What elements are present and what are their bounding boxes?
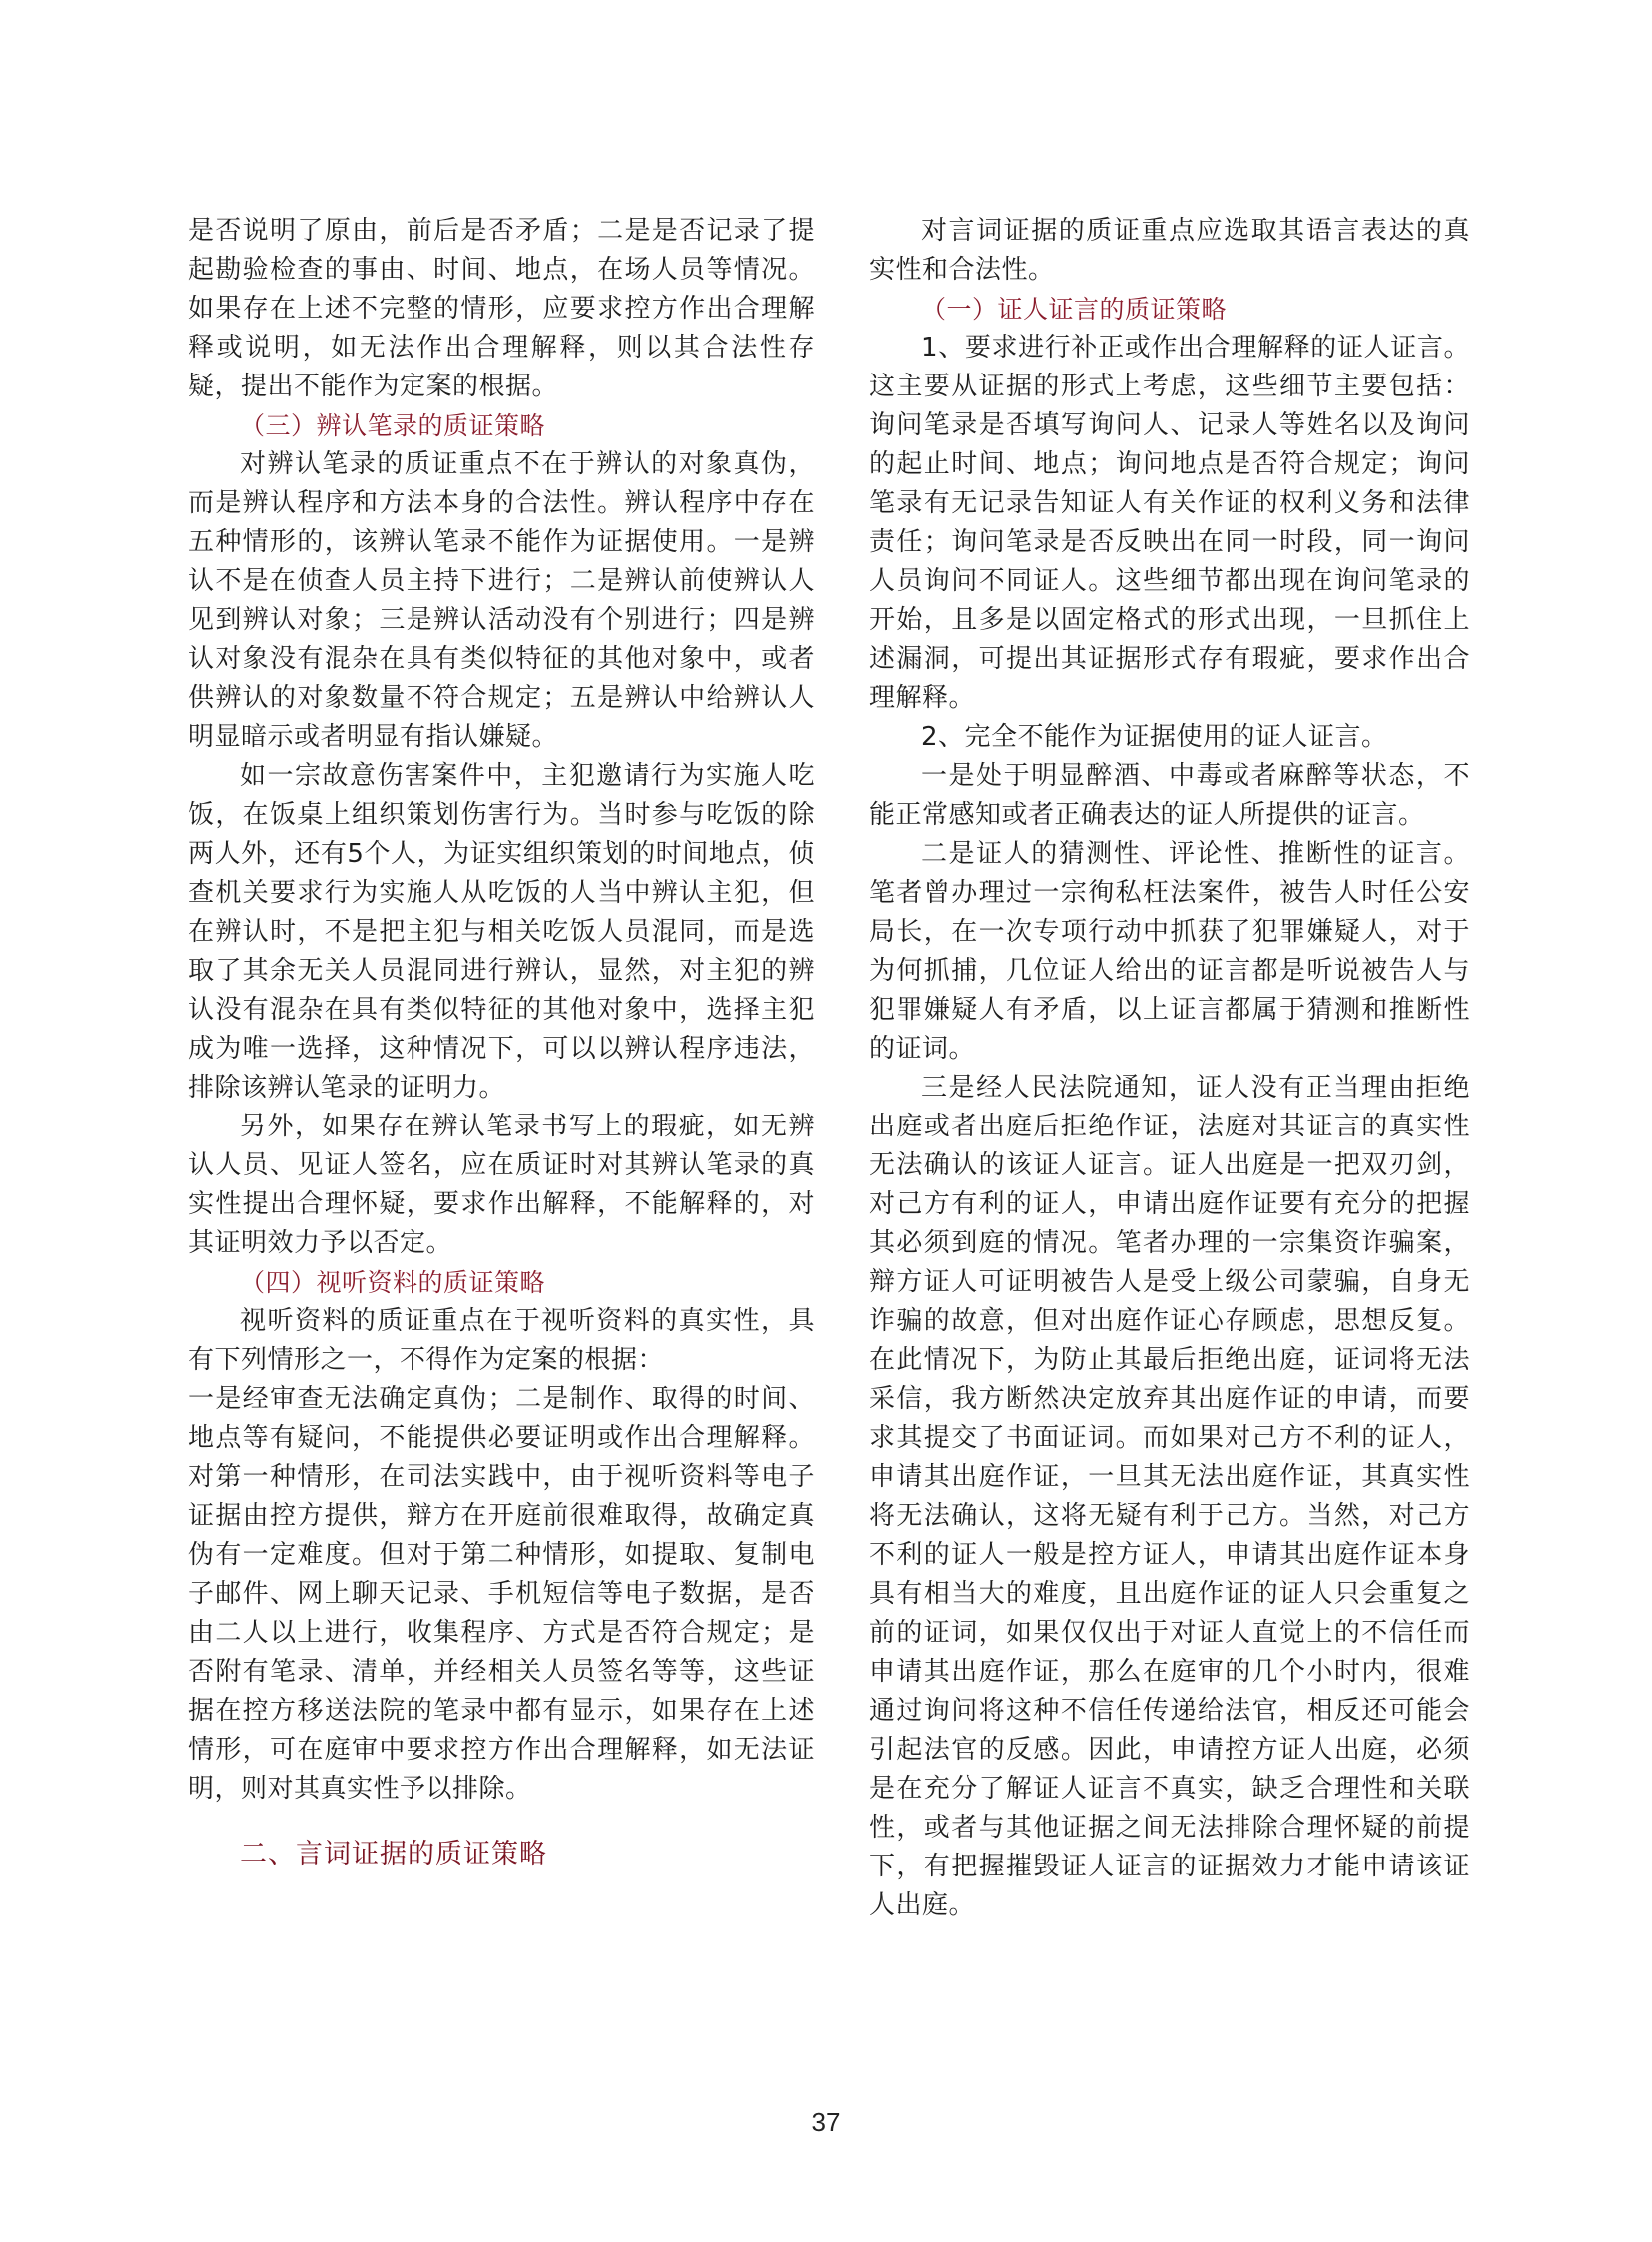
paragraph: 另外，如果存在辨认笔录书写上的瑕疵，如无辨认人员、见证人签名，应在质证时对其辨认笔录的真实性提出合理怀疑，要求作出解释，不能解释的，对其证明效力予以否定。 xyxy=(188,1112,815,1258)
section-heading-witness-testimony: （一）证人证言的质证策略 xyxy=(921,295,1228,324)
section-heading-testimony: 二、言词证据的质证策略 xyxy=(240,1839,547,1869)
paragraph: 如一宗故意伤害案件中，主犯邀请行为实施人吃饭，在饭桌上组织策划伤害行为。当时参与吃饭的除两人外，还有5个人，为证实组织策划的时间地点，侦查机关要求行为实施人从吃饭的人当中辨认主犯，但在辨认时，不是把主犯与相关吃饭人员混同，而是选取了其余无关人员混同进行辨认，显然，对主犯的辨认没有混杂在具有类似特征的其他对象中，选择主犯成为唯一选择，这种情况下，可以以辨认程序违法，排除该辨认笔录的证明力。 xyxy=(188,761,815,1103)
section-heading-identification-record: （三）辨认笔录的质证策略 xyxy=(240,411,546,440)
paragraph: 三是经人民法院通知，证人没有正当理由拒绝出庭或者出庭后拒绝作证，法庭对其证言的真实性无法确认的该证人证言。证人出庭是一把双刃剑，对己方有利的证人，申请出庭作证要有充分的把握其必须到庭的情况。笔者办理的一宗集资诈骗案，辩方证人可证明被告人是受上级公司蒙骗，自身无诈骗的故意，但对出庭作证心存顾虑，思想反复。在此情况下，为防止其最后拒绝出庭，证词将无法采信，我方断然决定放弃其出庭作证的申请，而要求其提交了书面证词。而如果对己方不利的证人，申请其出庭作证，一旦其无法出庭作证，其真实性将无法确认，这将无疑有利于己方。当然，对己方不利的证人一般是控方证人，申请其出庭作证本身具有相当大的难度，且出庭作证的证人只会重复之前的证词，如果仅仅出于对证人直觉上的不信任而申请其出庭作证，那么在庭审的几个小时内，很难通过询问将这种不信任传递给法官，相反还可能会引起法官的反感。因此，申请控方证人出庭，必须是在充分了解证人证言不真实，缺乏合理性和关联性，或者与其他证据之间无法排除合理怀疑的前提下，有把握摧毁证人证言的证据效力才能申请该证人出庭。 xyxy=(869,1073,1470,1920)
paragraph: 2、完全不能作为证据使用的证人证言。 xyxy=(921,722,1388,752)
paragraph: 是否说明了原由，前后是否矛盾；二是是否记录了提起勘验检查的事由、时间、地点，在场人员等情况。如果存在上述不完整的情形，应要求控方作出合理解释或说明，如无法作出合理解释，则以其合法性存疑，提出不能作为定案的根据。 xyxy=(188,216,815,401)
right-column xyxy=(869,212,1470,1925)
page-number: 37 xyxy=(811,2107,841,2137)
paragraph: 1、要求进行补正或作出合理解释的证人证言。这主要从证据的形式上考虑，这些细节主要包括：询问笔录是否填写询问人、记录人等姓名以及询问的起止时间、地点；询问地点是否符合规定；询问笔录有无记录告知证人有关作证的权利义务和法律责任；询问笔录是否反映出在同一时段，同一询问人员询问不同证人。这些细节都出现在询问笔录的开始，且多是以固定格式的形式出现，一旦抓住上述漏洞，可提出其证据形式存有瑕疵，要求作出合理解释。 xyxy=(869,333,1470,713)
paragraph: 对言词证据的质证重点应选取其语言表达的真实性和合法性。 xyxy=(869,216,1470,285)
left-column xyxy=(188,212,815,1873)
paragraph: 二是证人的猜测性、评论性、推断性的证言。笔者曾办理过一宗徇私枉法案件，被告人时任公安局长，在一次专项行动中抓获了犯罪嫌疑人，对于为何抓捕，几位证人给出的证言都是听说被告人与犯罪嫌疑人有矛盾，以上证言都属于猜测和推断性的证词。 xyxy=(869,839,1470,1064)
paragraph: 视听资料的质证重点在于视听资料的真实性，具有下列情形之一，不得作为定案的根据： xyxy=(188,1306,815,1375)
paragraph: 一是经审查无法确定真伪；二是制作、取得的时间、地点等有疑问，不能提供必要证明或作出合理解释。对第一种情形，在司法实践中，由于视听资料等电子证据由控方提供，辩方在开庭前很难取得，故确定真伪有一定难度。但对于第二种情形，如提取、复制电子邮件、网上聊天记录、手机短信等电子数据，是否由二人以上进行，收集程序、方式是否符合规定；是否附有笔录、清单，并经相关人员签名等等，这些证据在控方移送法院的笔录中都有显示，如果存在上述情形，可在庭审中要求控方作出合理解释，如无法证明，则对其真实性予以排除。 xyxy=(188,1384,815,1804)
section-heading-audiovisual: （四）视听资料的质证策略 xyxy=(240,1268,546,1297)
paragraph: 一是处于明显醉酒、中毒或者麻醉等状态，不能正常感知或者正确表达的证人所提供的证言。 xyxy=(869,761,1470,830)
paragraph: 对辨认笔录的质证重点不在于辨认的对象真伪，而是辨认程序和方法本身的合法性。辨认程序中存在五种情形的，该辨认笔录不能作为证据使用。一是辨认不是在侦查人员主持下进行；二是辨认前使辨认人见到辨认对象；三是辨认活动没有个别进行；四是辨认对象没有混杂在具有类似特征的其他对象中，或者供辨认的对象数量不符合规定；五是辨认中给辨认人明显暗示或者明显有指认嫌疑。 xyxy=(188,449,815,752)
